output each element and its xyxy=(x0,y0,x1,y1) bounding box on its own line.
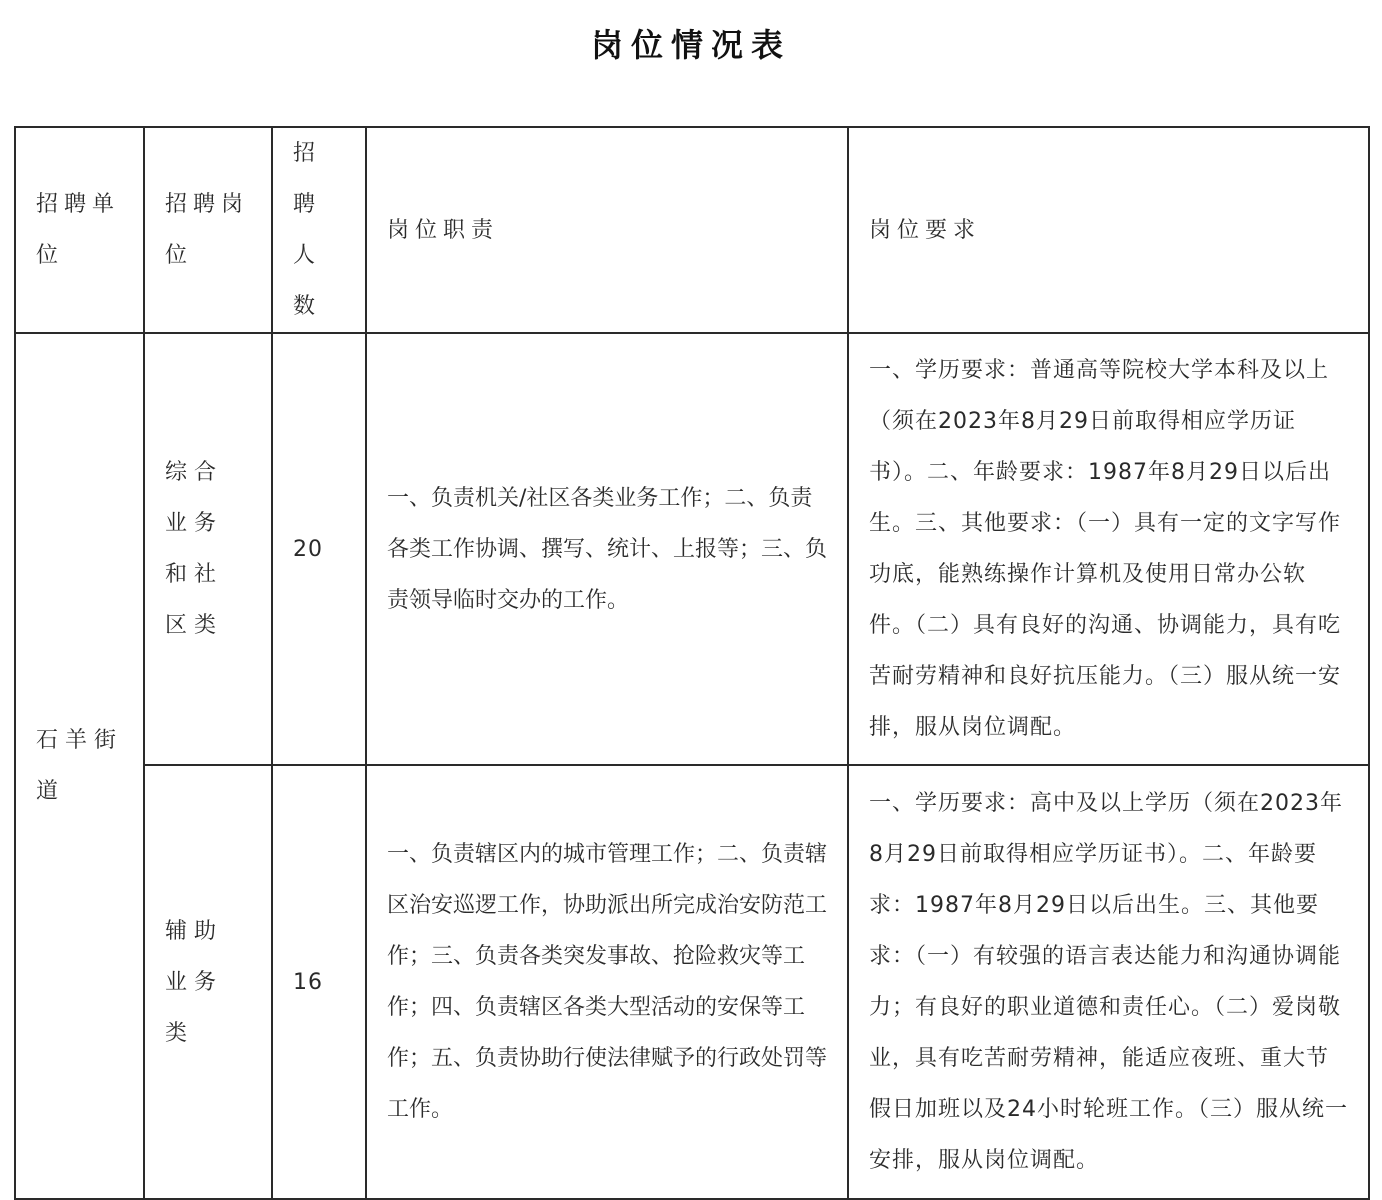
header-unit: 招聘单位 xyxy=(15,127,144,333)
position-cell: 综合业务和社区类 xyxy=(144,333,272,765)
table-header-row xyxy=(15,127,1369,333)
table-row xyxy=(15,333,1369,765)
position-cell: 辅助业务类 xyxy=(144,765,272,1199)
requirements-cell: 一、学历要求：普通高等院校大学本科及以上（须在2023年8月29日前取得相应学历证书）。二、年龄要求：1987年8月29日以后出生。三、其他要求：（一）具有一定的文字写作功底，能熟练操作计算机及使用日常办公软件。（二）具有良好的沟通、协调能力，具有吃苦耐劳精神和良好抗压能力。（三）服从统一安排，服从岗位调配。 xyxy=(848,333,1369,765)
requirements-cell: 一、学历要求：高中及以上学历（须在2023年8月29日前取得相应学历证书）。二、年龄要求：1987年8月29日以后出生。三、其他要求：（一）有较强的语言表达能力和沟通协调能力；有良好的职业道德和责任心。（二）爱岗敬业，具有吃苦耐劳精神，能适应夜班、重大节假日加班以及24小时轮班工作。（三）服从统一安排，服从岗位调配。 xyxy=(848,765,1369,1199)
header-count: 招聘人数 xyxy=(272,127,366,333)
count-cell: 20 xyxy=(272,333,366,765)
table-row xyxy=(15,765,1369,1199)
job-table xyxy=(14,126,1370,1200)
unit-cell: 石羊街道 xyxy=(15,333,144,1199)
duties-cell: 一、负责机关/社区各类业务工作；二、负责各类工作协调、撰写、统计、上报等；三、负责领导临时交办的工作。 xyxy=(366,333,848,765)
page-title: 岗位情况表 xyxy=(590,26,791,64)
header-requirements: 岗位要求 xyxy=(848,127,1369,333)
header-duties: 岗位职责 xyxy=(366,127,848,333)
count-cell: 16 xyxy=(272,765,366,1199)
header-position: 招聘岗位 xyxy=(144,127,272,333)
duties-cell: 一、负责辖区内的城市管理工作；二、负责辖区治安巡逻工作，协助派出所完成治安防范工作；三、负责各类突发事故、抢险救灾等工作；四、负责辖区各类大型活动的安保等工作；五、负责协助行使法律赋予的行政处罚等工作。 xyxy=(366,765,848,1199)
